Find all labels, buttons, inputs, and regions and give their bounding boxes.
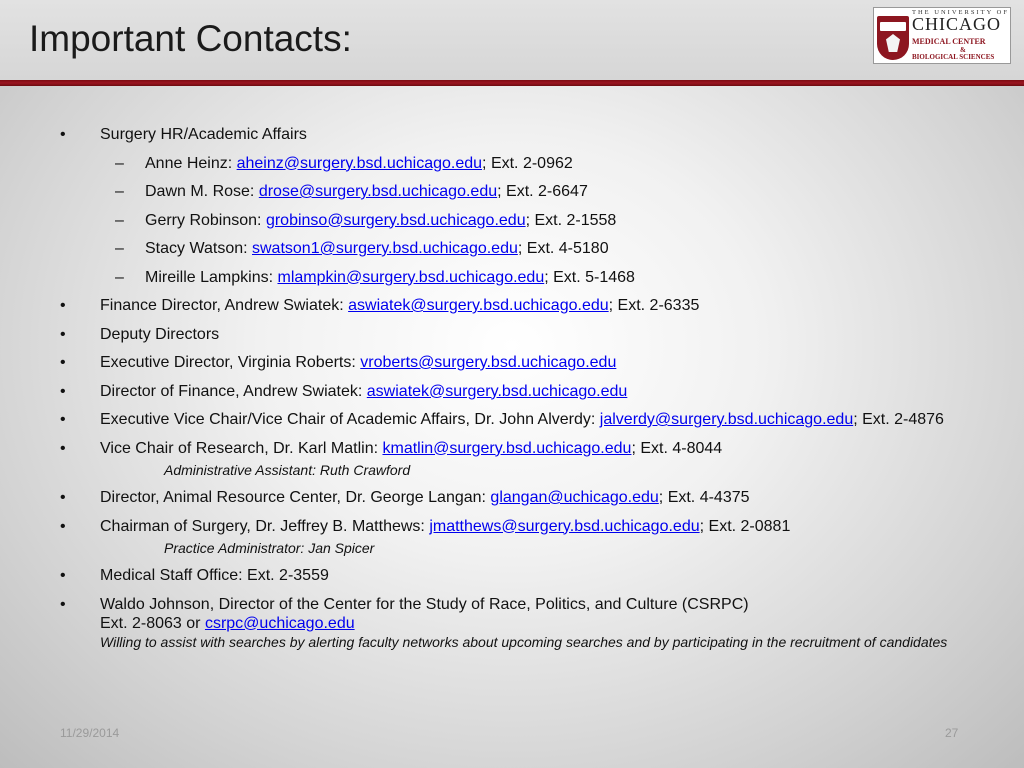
list-item: • Medical Staff Office: Ext. 2-3559: [60, 567, 329, 584]
dash-icon: –: [115, 268, 124, 286]
bullet-icon: •: [60, 297, 66, 314]
list-item: • Executive Vice Chair/Vice Chair of Academic Affairs, Dr. John Alverdy: jalverdy@surgery.bsd.uchicago.edu; Ext. 2-4876: [60, 411, 944, 428]
sub-list-item: – Anne Heinz: aheinz@surgery.bsd.uchicago.edu; Ext. 2-0962: [115, 154, 573, 172]
csrpc-note: Willing to assist with searches by alerting faculty networks about upcoming searches and by participating in the recruitment of candidates: [100, 633, 948, 650]
list-item: • Deputy Directors: [60, 325, 220, 343]
bullet-icon: •: [60, 567, 66, 584]
dash-icon: –: [115, 183, 124, 200]
bullet-icon: •: [60, 411, 66, 428]
slide-title: Important Contacts:: [29, 18, 352, 59]
list-item: • Finance Director, Andrew Swiatek: aswiatek@surgery.bsd.uchicago.edu; Ext. 2-6335: [60, 297, 700, 314]
list-item: • Director of Finance, Andrew Swiatek: aswiatek@surgery.bsd.uchicago.edu: [60, 382, 628, 400]
email-link[interactable]: aswiatek@surgery.bsd.uchicago.edu: [366, 382, 628, 400]
bullet-icon: •: [60, 517, 66, 535]
logo-text-line2: CHICAGO: [912, 14, 1002, 34]
dash-icon: –: [115, 211, 124, 229]
logo-text-line5: BIOLOGICAL SCIENCES: [912, 53, 995, 61]
footer-date: 11/29/2014: [60, 726, 120, 740]
list-item: • Executive Director, Virginia Roberts: vroberts@surgery.bsd.uchicago.edu: [60, 354, 617, 371]
email-link[interactable]: aswiatek@surgery.bsd.uchicago.edu: [348, 297, 609, 314]
list-item: • Vice Chair of Research, Dr. Karl Matlin: kmatlin@surgery.bsd.uchicago.edu; Ext. 4-8044 Administrative Assistant: Ruth Crawford: [60, 439, 975, 479]
email-link[interactable]: jmatthews@surgery.bsd.uchicago.edu: [429, 517, 700, 535]
email-link[interactable]: vroberts@surgery.bsd.uchicago.edu: [360, 354, 617, 371]
email-link[interactable]: swatson1@surgery.bsd.uchicago.edu: [252, 240, 518, 257]
email-link[interactable]: grobinso@surgery.bsd.uchicago.edu: [265, 211, 526, 229]
bullet-icon: •: [60, 439, 66, 457]
email-link[interactable]: jalverdy@surgery.bsd.uchicago.edu: [599, 411, 854, 428]
logo-text-line4: &: [960, 46, 966, 54]
email-link[interactable]: drose@surgery.bsd.uchicago.edu: [258, 183, 498, 200]
page-number: 27: [945, 726, 959, 740]
email-link[interactable]: glangan@uchicago.edu: [490, 489, 659, 506]
logo-text-line3: MEDICAL CENTER: [912, 37, 986, 46]
university-logo: [873, 7, 1011, 64]
assistant-note: Administrative Assistant: Ruth Crawford: [164, 461, 411, 478]
bullet-icon: •: [60, 595, 66, 613]
dash-icon: –: [115, 154, 124, 172]
list-item: • Chairman of Surgery, Dr. Jeffrey B. Matthews: jmatthews@surgery.bsd.uchicago.edu; Ext. 2-0881 Practice Administrator: Jan Spicer: [60, 517, 975, 557]
list-item: • Director, Animal Resource Center, Dr. George Langan: glangan@uchicago.edu; Ext. 4-4375: [60, 489, 750, 506]
email-link[interactable]: mlampkin@surgery.bsd.uchicago.edu: [277, 268, 545, 286]
logo-text-line1: THE UNIVERSITY OF: [912, 9, 1009, 16]
sub-list-item: – Dawn M. Rose: drose@surgery.bsd.uchicago.edu; Ext. 2-6647: [115, 183, 588, 200]
administrator-note: Practice Administrator: Jan Spicer: [164, 539, 375, 556]
email-link[interactable]: csrpc@uchicago.edu: [204, 614, 355, 632]
email-link[interactable]: kmatlin@surgery.bsd.uchicago.edu: [382, 439, 632, 457]
contact-list: [60, 125, 975, 660]
bullet-icon: •: [60, 325, 66, 343]
bullet-icon: •: [60, 354, 66, 371]
title-rule: [0, 80, 1024, 86]
title-bar: [0, 0, 1024, 80]
bullet-icon: •: [60, 382, 66, 400]
sub-list-item: – Gerry Robinson: grobinso@surgery.bsd.uchicago.edu; Ext. 2-1558: [115, 211, 617, 229]
list-item: • Waldo Johnson, Director of the Center for the Study of Race, Politics, and Culture (CSRPC) Ext. 2-8063 or csrpc@uchicago.edu Willing to assist with searches by alerting faculty networks about upcoming searches and by participating in the recruitment of candidates: [60, 595, 975, 651]
sub-list-item: – Mireille Lampkins: mlampkin@surgery.bsd.uchicago.edu; Ext. 5-1468: [115, 268, 635, 286]
crest-icon: [877, 16, 909, 60]
dash-icon: –: [115, 240, 124, 257]
bullet-icon: •: [60, 126, 66, 143]
list-item: • Surgery HR/Academic Affairs: [60, 126, 307, 143]
sub-list-item: – Stacy Watson: swatson1@surgery.bsd.uchicago.edu; Ext. 4-5180: [115, 240, 609, 257]
bullet-icon: •: [60, 489, 66, 506]
email-link[interactable]: aheinz@surgery.bsd.uchicago.edu: [236, 154, 483, 172]
